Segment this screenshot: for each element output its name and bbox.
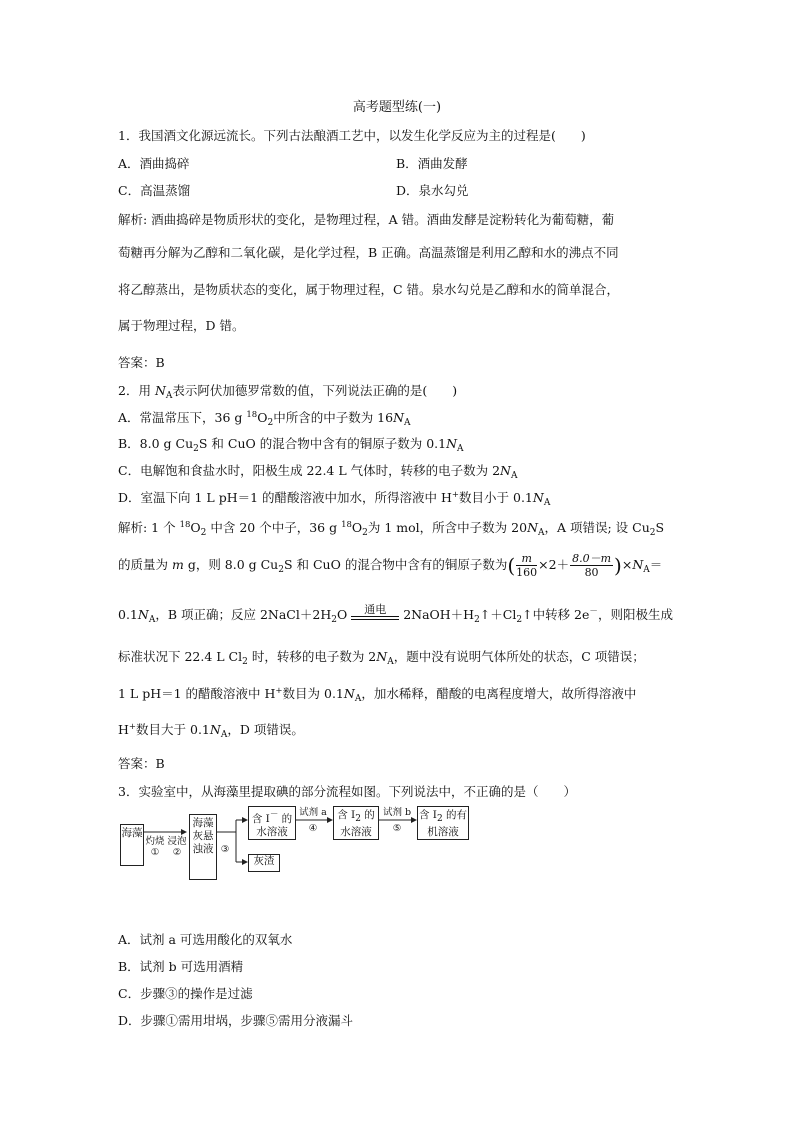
- text-run: 含 I: [418, 809, 437, 821]
- subscript: A: [387, 657, 394, 667]
- na-symbol: N: [209, 722, 221, 737]
- text-run: 2NaOH＋H: [403, 607, 475, 622]
- q1-option-c: C．高温蒸馏: [118, 183, 191, 198]
- text-run: 1 L pH＝1 的醋酸溶液中 H: [118, 686, 276, 701]
- q1-explanation-line-1: 解析: 酒曲捣碎是物质形状的变化，是物理过程，A 错。酒曲发酵是淀粉转化为葡萄糖，葡: [118, 212, 615, 227]
- text-run: ，题中没有说明气体所处的状态，C 项错误；: [393, 649, 645, 664]
- extraction-flow-diagram: [120, 806, 470, 884]
- q1-explanation-line-2: 萄糖再分解为乙醇和二氧化碳，是化学过程，B 正确。高温蒸馏是利用乙醇和水的沸点不同: [118, 245, 619, 260]
- q1-explanation-line-4: 属于物理过程，D 错。: [118, 318, 245, 333]
- q1-answer: 答案：B: [118, 355, 165, 370]
- na-symbol: N: [137, 607, 149, 622]
- text-run: O: [336, 607, 348, 622]
- subscript: A: [510, 471, 518, 481]
- q2-explanation-line-6: [118, 720, 304, 740]
- text-run: 数目大于 0.1: [136, 722, 210, 737]
- subscript: 2: [193, 444, 199, 454]
- na-symbol: N: [376, 649, 388, 664]
- q2-option-b: [118, 434, 464, 454]
- subscript: A: [148, 615, 156, 625]
- page-title: 高考题型练(一): [352, 100, 442, 115]
- superscript: －: [589, 607, 598, 617]
- na-symbol: N: [393, 410, 405, 425]
- box-iodine-aqueous: [333, 806, 379, 840]
- text-run: O: [190, 520, 201, 535]
- fraction-numerator: m: [516, 552, 537, 566]
- q1-option-d: D．泉水勾兑: [396, 183, 469, 198]
- subscript: A: [354, 694, 362, 704]
- text-run: 的有机溶液: [427, 809, 468, 838]
- subscript: 2: [200, 528, 207, 538]
- subscript: A: [404, 418, 411, 428]
- text-run: 解析: 1 个: [118, 520, 180, 535]
- box-seaweed: 海藻: [120, 824, 144, 866]
- text-run: 数目小于 0.1: [459, 490, 533, 505]
- text-run: 的水溶液: [340, 809, 375, 838]
- text-run: ×2＋: [538, 557, 570, 572]
- q2-explanation-line-4: [118, 647, 645, 667]
- text-run: ，D 项错误。: [227, 722, 304, 737]
- box-iodine-organic: [417, 806, 469, 840]
- text-run: ＝: [649, 557, 663, 572]
- subscript: 2: [278, 565, 284, 575]
- text-run: ，则阳极生成: [597, 607, 673, 622]
- subscript: A: [165, 391, 173, 401]
- subscript: 2: [242, 657, 248, 667]
- step-number: ②: [172, 847, 182, 858]
- superscript: +: [128, 722, 137, 732]
- text-run: 的水溶液: [256, 813, 293, 838]
- subscript: A: [220, 730, 228, 740]
- text-run: ↑中转移 2e: [522, 607, 590, 622]
- text-run: 0.1: [118, 607, 138, 622]
- variable-m: m: [171, 557, 184, 572]
- subscript: A: [543, 498, 551, 508]
- q2-option-c: [118, 461, 517, 481]
- q3-option-b: B．试剂 b 可选用酒精: [118, 959, 244, 974]
- subscript: A: [538, 528, 545, 538]
- text-run: 为 1 mol，所含中子数为 20: [367, 520, 528, 535]
- na-symbol: N: [500, 463, 511, 478]
- subscript: 2: [331, 615, 337, 625]
- text-run: A．常温常压下，36 g: [118, 410, 247, 425]
- q3-option-a: A．试剂 a 可选用酸化的双氧水: [118, 932, 293, 947]
- text-run: 时，转移的电子数为 2: [247, 649, 377, 664]
- text-run: 中所含的中子数为 16: [273, 410, 394, 425]
- condition-label: 通电: [364, 603, 387, 616]
- fraction-numerator: 8.0－m: [572, 552, 612, 565]
- na-symbol: N: [154, 383, 166, 398]
- superscript: 18: [246, 410, 258, 420]
- na-symbol: N: [527, 520, 538, 535]
- subscript: 2: [355, 814, 361, 824]
- text-run: S 和 CuO 的混合物中含有的铜原子数为 0.1: [198, 436, 447, 451]
- q2-option-d: [118, 488, 550, 508]
- subscript: 2: [516, 615, 523, 625]
- na-symbol: N: [446, 436, 458, 451]
- subscript: A: [457, 444, 464, 454]
- text-run: g，则 8.0 g Cu: [183, 557, 279, 572]
- text-run: ↑＋Cl: [479, 607, 517, 622]
- text-run: 表示阿伏加德罗常数的值，下列说法正确的是( ): [172, 383, 458, 398]
- q1-stem: 1．我国酒文化源远流长。下列古法酿酒工艺中，以发生化学反应为主的过程是( ): [118, 128, 586, 143]
- subscript: 2: [362, 528, 368, 538]
- fraction-denominator: 80: [584, 566, 599, 579]
- step-label: 浸泡: [167, 836, 187, 847]
- q1-option-a: A．酒曲捣碎: [118, 156, 190, 171]
- superscript: －: [269, 810, 279, 820]
- q3-stem: 3．实验室中，从海藻里提取碘的部分流程如图。下列说法中，不正确的是（ ）: [118, 784, 576, 799]
- superscript: +: [275, 686, 283, 696]
- label-reagent-a: 试剂 a: [299, 807, 327, 818]
- na-symbol: N: [632, 557, 644, 572]
- box-ash-residue: 灰渣: [248, 854, 280, 872]
- superscript: 18: [341, 520, 352, 530]
- box-iodide-solution: [248, 806, 296, 840]
- text-run: ，加水稀释，醋酸的电离程度增大，故所得溶液中: [361, 686, 637, 701]
- superscript: 18: [179, 520, 191, 530]
- text-run: S 和 CuO 的混合物中含有的铜原子数为: [283, 557, 508, 572]
- equals-bar: [351, 616, 399, 620]
- text-run: C．电解饱和食盐水时，阳极生成 22.4 L 气体时，转移的电子数为 2: [118, 463, 501, 478]
- text-run: O: [351, 520, 363, 535]
- text-run: S: [655, 520, 665, 535]
- q3-option-c: C．步骤③的操作是过滤: [118, 986, 253, 1001]
- reaction-condition: [351, 604, 399, 620]
- text-run: 含 I: [251, 813, 270, 825]
- right-paren: ): [614, 553, 622, 578]
- text-run: 2．用: [118, 383, 155, 398]
- q2-explanation-line-5: [118, 684, 636, 704]
- text-run: ，A 项错误; 设 Cu: [544, 520, 650, 535]
- text-run: O: [257, 410, 268, 425]
- label-reagent-b: 试剂 b: [382, 807, 412, 818]
- subscript: 2: [474, 615, 480, 625]
- text-run: D．室温下向 1 L pH＝1 的醋酸溶液中加水，所得溶液中 H: [118, 490, 452, 505]
- q2-answer: 答案：B: [118, 756, 165, 771]
- step-label: 灼烧: [145, 836, 165, 847]
- superscript: +: [451, 490, 460, 500]
- text-run: H: [118, 722, 129, 737]
- q1-option-b: B．酒曲发酵: [396, 156, 468, 171]
- fraction-1: [516, 552, 537, 579]
- text-run: ，B 项正确；反应 2NaCl＋2H: [155, 607, 332, 622]
- label-step-4: ④: [308, 823, 318, 834]
- left-paren: (: [507, 553, 516, 578]
- subscript: 2: [649, 528, 656, 538]
- fraction-denominator: 160: [516, 566, 538, 579]
- subscript: 2: [436, 814, 443, 824]
- text-run: 标准状况下 22.4 L Cl: [118, 649, 243, 664]
- label-step-3: ③: [220, 844, 230, 855]
- text-run: ×: [621, 557, 633, 572]
- q2-option-a: [118, 408, 411, 428]
- text-run: 数目为 0.1: [282, 686, 344, 701]
- text-run: B．8.0 g Cu: [118, 436, 194, 451]
- subscript: 2: [267, 418, 274, 428]
- text-run: 的质量为: [118, 557, 172, 572]
- na-symbol: N: [532, 490, 544, 505]
- label-burn: [144, 836, 166, 858]
- fraction-2: [570, 552, 613, 579]
- box-ash-suspension: 海藻灰悬浊液: [189, 814, 217, 880]
- q2-stem: [118, 381, 457, 401]
- q3-option-d: D．步骤①需用坩埚，步骤⑤需用分液漏斗: [118, 1013, 354, 1028]
- step-number: ①: [150, 847, 160, 858]
- na-symbol: N: [343, 686, 355, 701]
- text-run: 中含 20 个中子，36 g: [206, 520, 342, 535]
- q2-explanation-line-1: [118, 518, 664, 538]
- label-soak: [166, 836, 188, 858]
- label-step-5: ⑤: [392, 823, 402, 834]
- q2-explanation-line-3: [118, 605, 673, 626]
- subscript: A: [643, 565, 650, 575]
- text-run: 含 I: [337, 809, 356, 821]
- q1-explanation-line-3: 将乙醇蒸出，是物质状态的变化，属于物理过程，C 错。泉水勾兑是乙醇和水的简单混合，: [118, 282, 620, 297]
- q2-explanation-line-2: [118, 552, 662, 579]
